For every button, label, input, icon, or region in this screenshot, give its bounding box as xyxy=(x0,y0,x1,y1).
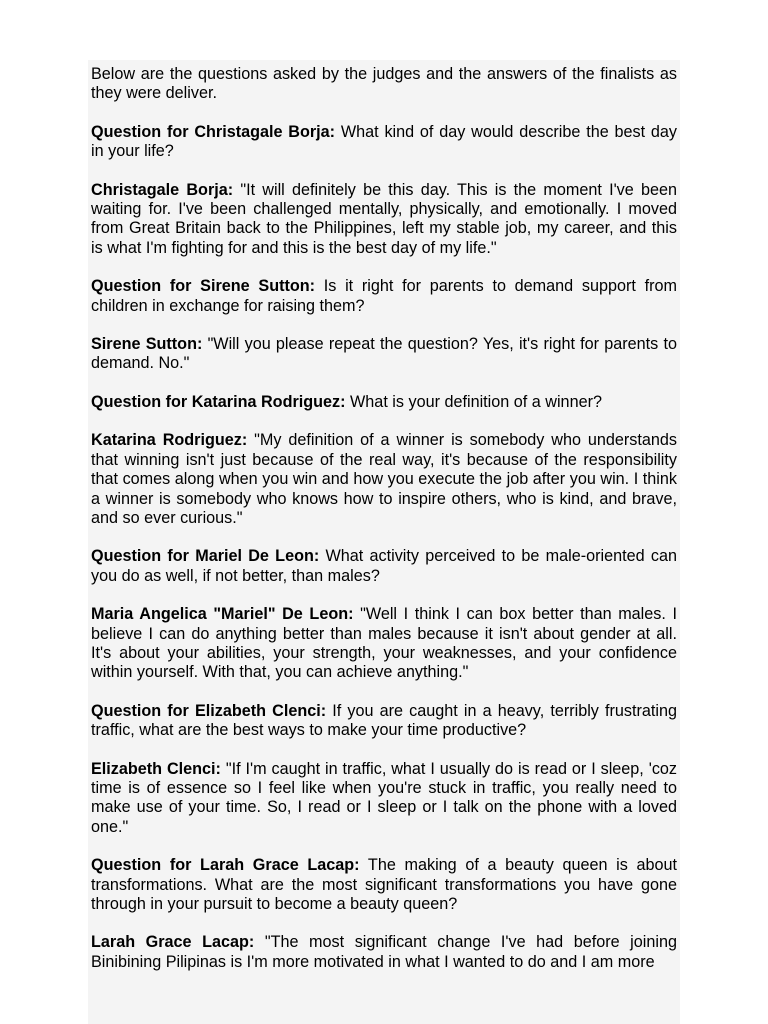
answer-paragraph xyxy=(91,335,677,374)
question-text: What activity perceived to be male-oriented can you do as well, if not better, than males? xyxy=(91,547,677,585)
speaker-label: Sirene Sutton: xyxy=(91,335,203,354)
question-label: Question for Elizabeth Clenci: xyxy=(91,701,327,720)
question-paragraph xyxy=(91,277,677,316)
intro-paragraph: Below are the questions asked by the judges and the answers of the finalists as they were deliver. xyxy=(91,65,677,103)
question-paragraph xyxy=(91,547,677,586)
answer-paragraph xyxy=(91,431,677,528)
answer-text: "It will definitely be this day. This is the moment I've been waiting for. I've been challenged mentally, physically, and emotionally. I moved from Great Britain back to the Philippines, left my stable job, my career, and this is what I'm fighting for and this is the best day of my life." xyxy=(91,180,677,257)
text-column xyxy=(88,60,680,1024)
answer-paragraph xyxy=(91,933,677,972)
question-label: Question for Katarina Rodriguez: xyxy=(91,392,346,411)
question-paragraph xyxy=(91,393,677,412)
answer-text: "The most significant change I've had before joining Binibining Pilipinas is I'm more motivated in what I wanted to do and I am more xyxy=(91,933,677,971)
answer-text: "Well I think I can box better than males. I believe I can do anything better than males because it isn't about gender at all. It's about your abilities, your strength, your weaknesses, and your confidence within yourself. With that, you can achieve anything." xyxy=(91,605,677,682)
question-label: Question for Larah Grace Lacap: xyxy=(91,856,360,875)
question-text: What kind of day would describe the best day in your life? xyxy=(91,122,678,161)
answer-paragraph xyxy=(91,181,677,259)
question-paragraph xyxy=(91,702,677,741)
document-body xyxy=(91,65,677,991)
question-paragraph xyxy=(91,856,677,914)
answer-text: "Will you please repeat the question? Yes, it's right for parents to demand. No." xyxy=(91,335,677,373)
question-label: Question for Sirene Sutton: xyxy=(91,277,316,296)
question-text: What is your definition of a winner? xyxy=(345,392,602,411)
answer-text: "If I'm caught in traffic, what I usually do is read or I sleep, 'coz time is of essence so I feel like when you're stuck in traffic, you really need to make use of your time. So, I read or I sleep or I talk on the phone with a loved one." xyxy=(91,759,678,836)
answer-paragraph xyxy=(91,760,677,838)
speaker-label: Christagale Borja: xyxy=(91,180,234,199)
speaker-label: Larah Grace Lacap: xyxy=(91,933,255,952)
question-text: If you are caught in a heavy, terribly frustrating traffic, what are the best ways to make your time productive? xyxy=(91,701,677,740)
question-text: Is it right for parents to demand support from children in exchange for raising them? xyxy=(91,277,677,315)
question-paragraph xyxy=(91,123,677,162)
answer-text: "My definition of a winner is somebody who understands that winning isn't just because of the real way, it's because of the responsibility that comes along when you win and how you execute the job after you win. I think a winner is somebody who knows how to inspire others, who is kind, and brave, and so ever curious." xyxy=(91,431,677,527)
question-label: Question for Mariel De Leon: xyxy=(91,547,320,566)
speaker-label: Elizabeth Clenci: xyxy=(91,759,221,778)
speaker-label: Maria Angelica "Mariel" De Leon: xyxy=(91,605,354,624)
question-text: The making of a beauty queen is about transformations. What are the most significant transformations you have gone through in your pursuit to become a beauty queen? xyxy=(91,856,677,913)
question-label: Question for Christagale Borja: xyxy=(91,122,336,141)
answer-paragraph xyxy=(91,605,677,683)
speaker-label: Katarina Rodriguez: xyxy=(91,431,248,450)
